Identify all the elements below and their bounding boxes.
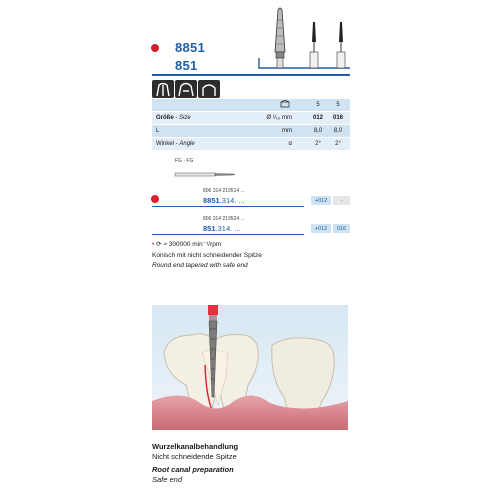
- size-value-1: 012: [312, 115, 323, 121]
- size-label-de: Größe: [156, 115, 174, 121]
- product-2-rule: [152, 234, 304, 235]
- pack-qty-1: 5: [316, 102, 320, 108]
- product-code-primary: 8851: [175, 40, 206, 55]
- shank-type-label: FG · FG: [175, 158, 194, 164]
- length-value-2: 8,0: [333, 128, 343, 134]
- table-row-length: [152, 125, 350, 137]
- length-label: L: [156, 128, 160, 134]
- angle-label-en: Angle: [179, 141, 195, 147]
- length-unit: mm: [282, 128, 292, 134]
- product-1-ref: 806 314 219514 ...: [203, 188, 245, 194]
- product-2-ref: 806 314 219524 ...: [203, 216, 245, 222]
- table-row-pack: [152, 99, 350, 111]
- product-2-code-rest: .314. ...: [215, 224, 241, 233]
- bur-large: [275, 8, 285, 68]
- product-1-code-bold: 8851: [203, 196, 220, 205]
- package-icon: [280, 100, 290, 110]
- table-row-size: Größe - Size Ø ¹⁄₁₀ mm 012 016: [152, 112, 350, 124]
- rotation-icon: ⟳: [156, 241, 162, 248]
- description-de: Konisch mit nicht schneidender Spitze: [152, 252, 262, 259]
- size-value-2: 016: [332, 115, 343, 121]
- product-2-value-1: +012: [311, 224, 331, 233]
- product-1-value-2: -: [333, 196, 350, 205]
- bur-side-view: [173, 170, 243, 180]
- size-unit: Ø ¹⁄₁₀ mm: [266, 115, 292, 121]
- product-1-value-1: +012: [311, 196, 331, 205]
- product-code-secondary: 851: [175, 58, 198, 73]
- description-en: Round end tapered with safe end: [152, 262, 248, 269]
- product-1-rule: [152, 206, 304, 207]
- bur-small-1: [310, 22, 318, 68]
- product-2-code: [203, 224, 241, 233]
- angle-value-2: 2°: [335, 141, 341, 147]
- tooth-molar-icon: [175, 80, 197, 98]
- tooth-root-canal-icon: [152, 80, 174, 98]
- root-canal-illustration: [152, 305, 348, 430]
- bur-illustrations: [255, 0, 355, 74]
- table-row-angle: Winkel - Angle α 2° 2°: [152, 138, 350, 150]
- caption-sub-en: Safe end: [152, 475, 183, 484]
- red-marker-dot-product-1: [151, 195, 159, 203]
- bur-small-2: [337, 22, 345, 68]
- red-marker-dot: [151, 44, 159, 52]
- angle-unit: α: [288, 141, 292, 147]
- size-label-en: Size: [179, 115, 191, 121]
- product-2-code-bold: 851: [203, 224, 216, 233]
- scale-bracket: [259, 58, 350, 68]
- speed-value: ≈ 300000 min⁻¹/rpm: [163, 241, 222, 248]
- caption-title-en: Root canal preparation: [152, 465, 234, 474]
- product-1-code: [203, 196, 245, 205]
- caption-title-de: Wurzelkanalbehandlung: [152, 442, 239, 451]
- header-rule: [152, 74, 350, 76]
- tooth-crown-icon: [198, 80, 220, 98]
- caption-sub-de: Nicht schneidende Spitze: [152, 452, 237, 461]
- bullet-icon: •: [152, 241, 155, 248]
- length-value-1: 8,0: [313, 128, 323, 134]
- bur-handle-band: [208, 305, 218, 315]
- product-2-value-2: 016: [333, 224, 350, 233]
- speed-line: [152, 240, 221, 249]
- angle-label-de: Winkel: [156, 141, 175, 147]
- product-1-code-rest: .314. ...: [219, 196, 245, 205]
- pack-qty-2: 5: [336, 102, 340, 108]
- angle-value-1: 2°: [315, 141, 321, 147]
